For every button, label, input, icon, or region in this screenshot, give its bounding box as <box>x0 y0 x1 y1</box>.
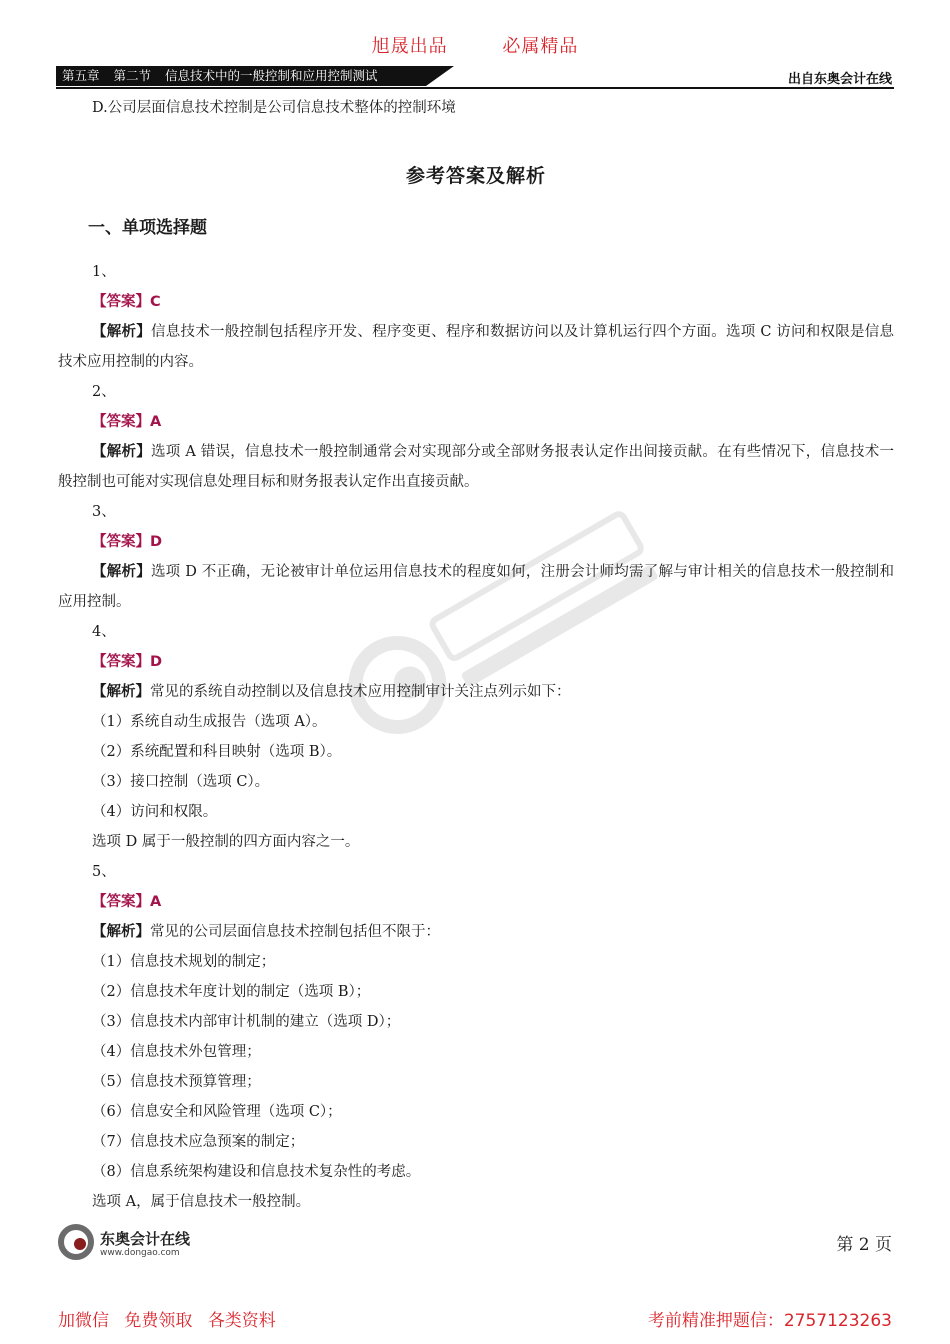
explanation-tag: 【解析】 <box>92 924 150 940</box>
explanation-list-item: （4）信息技术外包管理； <box>92 1044 261 1060</box>
answer-line <box>58 647 894 677</box>
answer-value: C <box>150 294 161 310</box>
footer-brand: 东奥会计在线 <box>100 1230 191 1248</box>
header-triangle-decoration <box>426 66 454 86</box>
header-section: 第二节 <box>113 68 152 83</box>
explanation-tag: 【解析】 <box>92 444 152 460</box>
promo-top <box>0 32 950 58</box>
promo-bottom-right: 考前精准押题信：2757123263 <box>647 1311 892 1331</box>
header-chapter: 第五章 <box>62 68 100 83</box>
explanation-tag: 【解析】 <box>92 684 150 700</box>
answer-tag: 【答案】 <box>92 414 150 430</box>
explanation-text: 常见的系统自动控制以及信息技术应用控制审计关注点列示如下： <box>150 684 571 700</box>
header-rule <box>56 87 894 89</box>
explanation-list-item: （4）访问和权限。 <box>92 804 218 820</box>
footer-logo <box>58 1222 228 1266</box>
explanation-list-item: （2）信息技术年度计划的制定（选项 B）； <box>92 984 371 1000</box>
explanation-text: 选项 D 不正确，无论被审计单位运用信息技术的程度如何，注册会计师均需了解与审计相关的信息技术一般控制和应用控制。 <box>58 564 894 610</box>
explanation-conclusion: 选项 D 属于一般控制的四方面内容之一。 <box>92 834 360 850</box>
answers-title: 参考答案及解析 <box>405 165 546 187</box>
explanation-list-item: （1）系统自动生成报告（选项 A）。 <box>92 714 327 730</box>
answer-tag: 【答案】 <box>92 894 150 910</box>
promo-top-right: 必属精品 <box>502 36 579 57</box>
explanation-text: 选项 A 错误，信息技术一般控制通常会对实现部分或全部财务报表认定作出间接贡献。在有些情况下，信息技术一般控制也可能对实现信息处理目标和财务报表认定作出直接贡献。 <box>58 444 895 490</box>
header-topic: 信息技术中的一般控制和应用控制测试 <box>165 68 378 83</box>
footer-url: www.dongao.com <box>100 1248 180 1258</box>
page-number: 第 2 页 <box>836 1235 892 1255</box>
explanation-paragraph <box>58 437 894 497</box>
dongao-logo-icon <box>58 1222 96 1262</box>
question-number: 4、 <box>92 624 116 640</box>
explanation-list-item: （1）信息技术规划的制定； <box>92 954 276 970</box>
running-header <box>56 66 426 86</box>
explanation-list-item: （5）信息技术预算管理； <box>92 1074 261 1090</box>
answer-line <box>58 527 894 557</box>
carry-over-option: D.公司层面信息技术控制是公司信息技术整体的控制环境 <box>92 100 456 116</box>
explanation-paragraph <box>58 677 894 707</box>
document-body <box>58 93 894 1217</box>
answer-line <box>58 887 894 917</box>
answer-value: D <box>150 534 163 550</box>
explanation-list-item: （3）信息技术内部审计机制的建立（选项 D）； <box>92 1014 401 1030</box>
answer-value: A <box>150 894 162 910</box>
section-title: 一、单项选择题 <box>88 218 207 238</box>
explanation-tag: 【解析】 <box>92 324 151 340</box>
explanation-paragraph <box>58 557 894 617</box>
answer-line <box>58 407 894 437</box>
answer-tag: 【答案】 <box>92 654 150 670</box>
answer-value: A <box>150 414 162 430</box>
explanation-text: 信息技术一般控制包括程序开发、程序变更、程序和数据访问以及计算机运行四个方面。选项 C 访问和权限是信息技术应用控制的内容。 <box>58 324 895 370</box>
promo-top-left: 旭晟出品 <box>371 36 448 57</box>
answer-list <box>58 257 894 1217</box>
header-source: 出自东奥会计在线 <box>787 72 892 87</box>
question-number: 2、 <box>92 384 116 400</box>
explanation-conclusion: 选项 A，属于信息技术一般控制。 <box>92 1194 311 1210</box>
explanation-text: 常见的公司层面信息技术控制包括但不限于： <box>150 924 440 940</box>
explanation-list-item: （7）信息技术应急预案的制定； <box>92 1134 305 1150</box>
promo-bottom-left <box>58 1306 286 1331</box>
explanation-paragraph <box>58 917 894 947</box>
explanation-list-item: （8）信息系统架构建设和信息技术复杂性的考虑。 <box>92 1164 421 1180</box>
question-number: 1、 <box>92 264 116 280</box>
explanation-list-item: （2）系统配置和科目映射（选项 B）。 <box>92 744 342 760</box>
answer-line <box>58 287 894 317</box>
question-number: 3、 <box>92 504 116 520</box>
question-number: 5、 <box>92 864 116 880</box>
answer-tag: 【答案】 <box>92 534 150 550</box>
explanation-tag: 【解析】 <box>92 564 151 580</box>
answer-tag: 【答案】 <box>92 294 150 310</box>
explanation-paragraph <box>58 317 894 377</box>
explanation-list-item: （3）接口控制（选项 C）。 <box>92 774 270 790</box>
answer-value: D <box>150 654 163 670</box>
explanation-list-item: （6）信息安全和风险管理（选项 C）； <box>92 1104 342 1120</box>
promo-wechat: 加微信 <box>58 1311 109 1331</box>
promo-free: 免费领取 <box>124 1311 193 1331</box>
promo-materials: 各类资料 <box>207 1311 276 1331</box>
